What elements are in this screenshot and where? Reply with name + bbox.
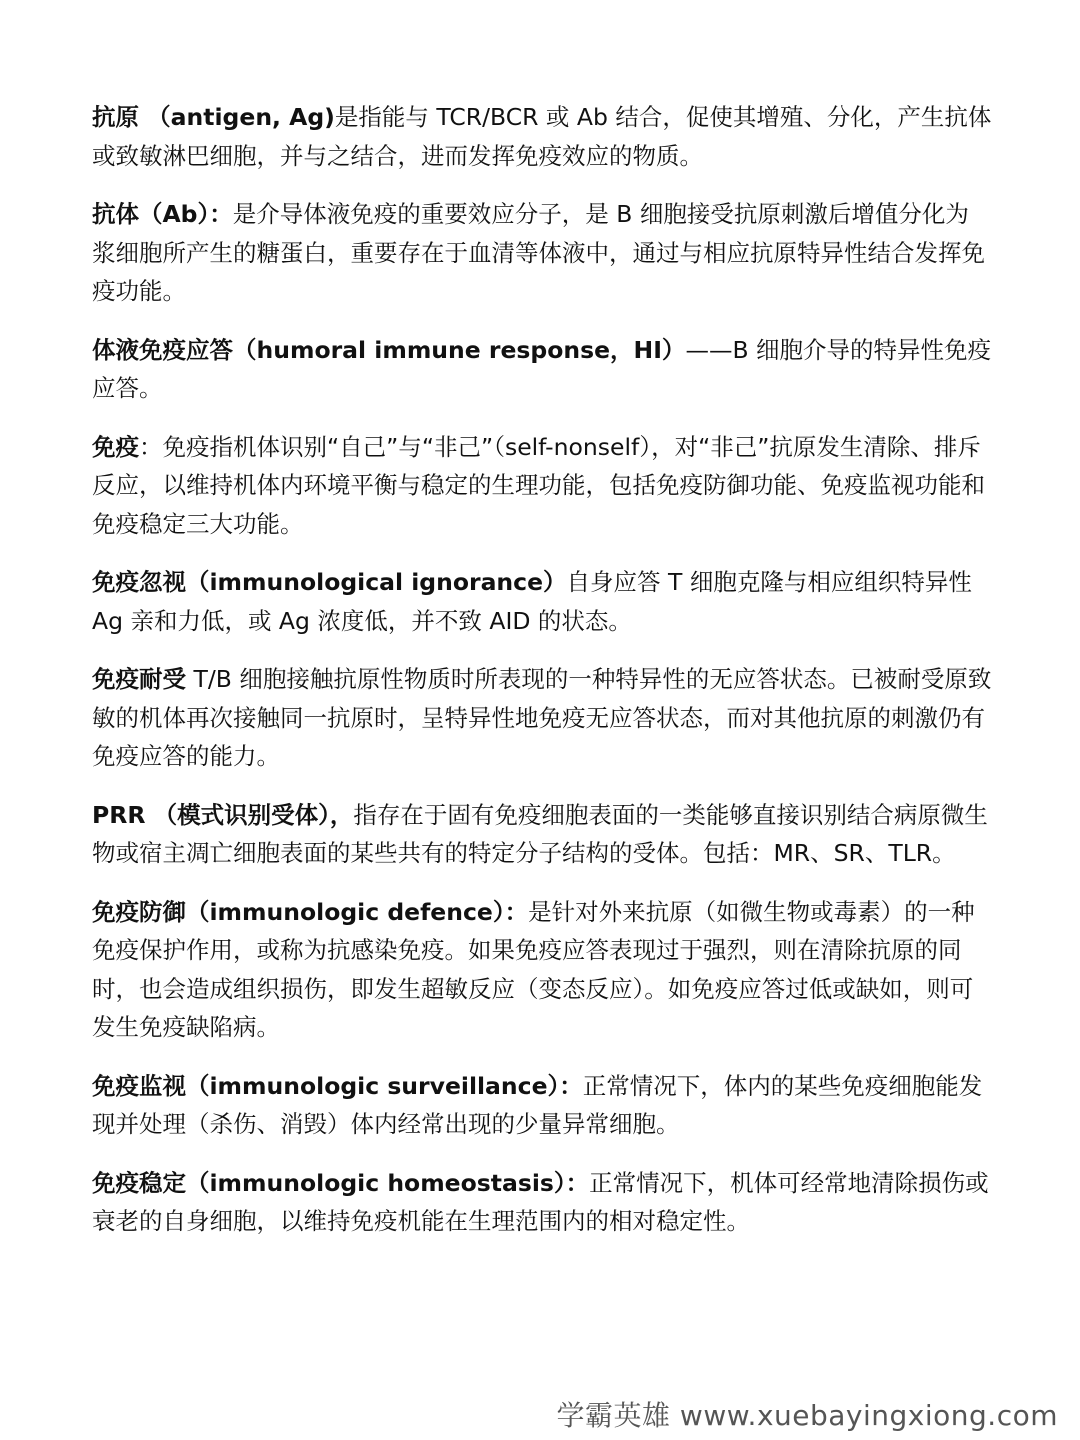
definition-humoral-response: ——B 细胞介导的特异性免疫应答。 (92, 335, 992, 402)
term-antigen: 抗原 （antigen, Ag) (92, 103, 335, 131)
entry-prr (92, 796, 992, 873)
term-immune-surveillance: 免疫监视（immunologic surveillance）： (92, 1071, 583, 1100)
definition-immunological-ignorance: 自身应答 T 细胞克隆与相应组织特异性 Ag 亲和力低，或 Ag 浓度低，并不致 AID 的状态。 (92, 568, 972, 635)
term-immune-homeostasis: 免疫稳定（immunologic homeostasis）： (92, 1168, 590, 1197)
definition-antibody: 是介导体液免疫的重要效应分子，是 B 细胞接受抗原刺激后增值分化为浆细胞所产生的糖蛋白，重要存在于血清等体液中，通过与相应抗原特异性结合发挥免疫功能。 (92, 200, 985, 305)
term-prr: PRR （模式识别受体）， (92, 800, 354, 829)
entry-humoral-response (92, 331, 992, 408)
entry-immunity (92, 428, 992, 544)
entry-antibody (92, 195, 992, 311)
definition-prr: 指存在于固有免疫细胞表面的一类能够直接识别结合病原微生物或宿主凋亡细胞表面的某些共有的特定分子结构的受体。包括：MR、SR、TLR。 (92, 800, 988, 867)
entry-immune-homeostasis (92, 1164, 992, 1241)
document-body (92, 98, 992, 1261)
definition-immune-defence: 是针对外来抗原（如微生物或毒素）的一种免疫保护作用，或称为抗感染免疫。如果免疫应答表现过于强烈，则在清除抗原的同时，也会造成组织损伤，即发生超敏反应（变态反应）。如免疫应答过低或缺如，则可发生免疫缺陷病。 (92, 897, 975, 1041)
term-immunity: 免疫 (92, 432, 139, 461)
definition-antigen: 是指能与 TCR/BCR 或 Ab 结合，促使其增殖、分化，产生抗体或致敏淋巴细胞，并与之结合，进而发挥免疫效应的物质。 (92, 103, 992, 170)
term-immune-defence: 免疫防御（immunologic defence）： (92, 897, 529, 926)
entry-immunological-ignorance (92, 563, 992, 640)
term-immune-tolerance: 免疫耐受 (92, 665, 186, 693)
definition-immune-tolerance: T/B 细胞接触抗原性物质时所表现的一种特异性的无应答状态。已被耐受原致敏的机体再次接触同一抗原时，呈特异性地免疫无应答状态，而对其他抗原的刺激仍有免疫应答的能力。 (92, 665, 992, 770)
entry-immune-defence (92, 893, 992, 1047)
definition-immunity: ：免疫指机体识别“自己”与“非己”（self-nonself），对“非己”抗原发生清除、排斥反应，以维持机体内环境平衡与稳定的生理功能，包括免疫防御功能、免疫监视功能和免疫稳定三大功能。 (92, 432, 985, 538)
entry-immune-tolerance (92, 660, 992, 776)
entry-immune-surveillance (92, 1067, 992, 1144)
definition-immune-homeostasis: 正常情况下，机体可经常地清除损伤或衰老的自身细胞，以维持免疫机能在生理范围内的相对稳定性。 (92, 1168, 989, 1235)
term-immunological-ignorance: 免疫忽视（immunological ignorance） (92, 568, 567, 596)
term-antibody: 抗体（Ab）： (92, 200, 233, 228)
entry-antigen (92, 98, 992, 175)
definition-immune-surveillance: 正常情况下，体内的某些免疫细胞能发现并处理（杀伤、消毁）体内经常出现的少量异常细胞。 (92, 1071, 983, 1138)
footer-watermark: 学霸英雄 www.xuebayingxiong.com (556, 1399, 1058, 1432)
term-humoral-response: 体液免疫应答（humoral immune response，HI） (92, 335, 686, 364)
